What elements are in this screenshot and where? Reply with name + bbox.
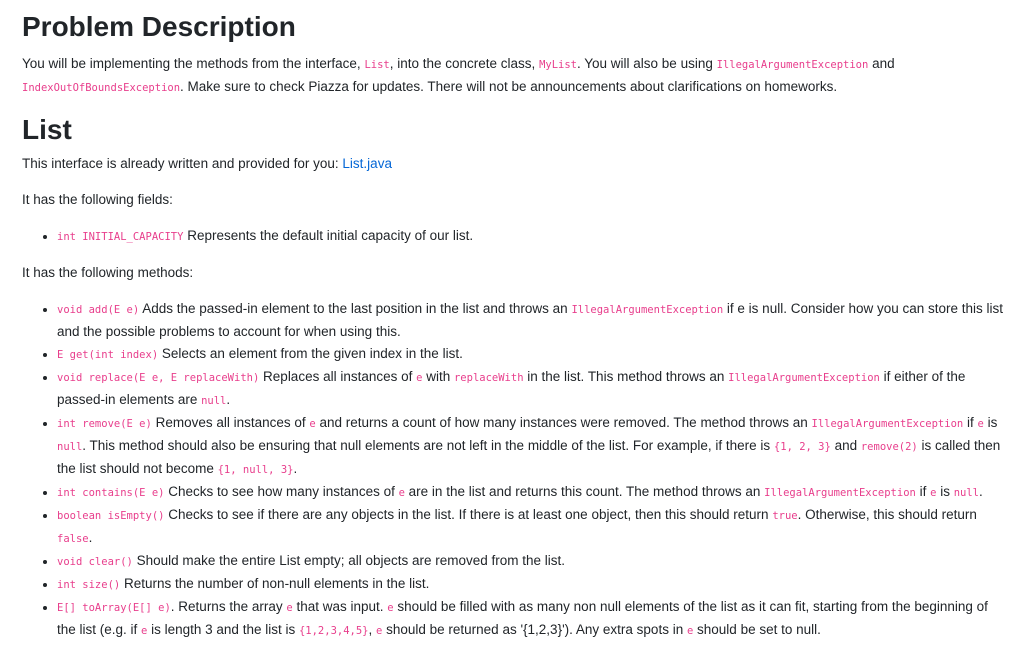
text: should be returned as '{1,2,3}'). Any extra spots in <box>382 622 687 637</box>
text: You will be implementing the methods from the interface, <box>22 56 365 71</box>
method-toarray <box>57 596 1004 642</box>
inline-code: List <box>364 59 390 71</box>
text: . <box>293 461 298 476</box>
inline-code: {1,2,3,4,5} <box>298 625 369 637</box>
inline-code: e <box>376 625 383 637</box>
inline-code: MyList <box>539 59 577 71</box>
methods-list <box>22 298 1004 642</box>
text: should be filled with as many non null elements of the list as it can fit, starting from the beginning of the list (e.g. if <box>57 599 988 637</box>
inline-code: IllegalArgumentException <box>811 418 964 430</box>
inline-code: null <box>953 487 979 499</box>
list-item <box>57 225 1004 248</box>
inline-code: {1, 2, 3} <box>773 441 831 453</box>
method-signature: void add(E e) <box>57 304 140 316</box>
method-isempty <box>57 504 1004 550</box>
text: are in the list and returns this count. The method throws an <box>404 484 765 499</box>
text: . <box>979 484 983 499</box>
text: Removes all instances of <box>151 415 310 430</box>
method-add <box>57 298 1004 343</box>
text: . Make sure to check Piazza for updates. There will not be announcements about clarifications on homeworks. <box>180 79 838 94</box>
text: Represents the default initial capacity of our list. <box>183 228 474 243</box>
method-size <box>57 573 1004 596</box>
method-signature: void replace(E e, E replaceWith) <box>57 372 260 384</box>
inline-code: {1, null, 3} <box>217 464 294 476</box>
text: if either of the passed-in elements are <box>57 369 966 407</box>
method-clear <box>57 550 1004 573</box>
text: is called then the list should not become <box>57 438 1001 476</box>
text: . Otherwise, this should return <box>797 507 977 522</box>
inline-code: null <box>201 395 227 407</box>
text: . <box>88 530 93 545</box>
problem-description-paragraph <box>22 53 1004 99</box>
inline-code: IllegalArgumentException <box>716 59 869 71</box>
method-signature: boolean isEmpty() <box>57 510 165 522</box>
inline-code: e <box>686 625 694 637</box>
text: is length 3 and the list is <box>147 622 299 637</box>
inline-code: e <box>398 487 405 499</box>
text: is <box>936 484 954 499</box>
text: . Returns the array <box>170 599 287 614</box>
text: Checks to see how many instances of <box>164 484 399 499</box>
inline-code: e <box>977 418 984 430</box>
text: and <box>868 56 895 71</box>
method-remove <box>57 412 1004 481</box>
text: This interface is already written and provided for you: <box>22 156 343 171</box>
text: with <box>422 369 454 384</box>
text: Selects an element from the given index in the list. <box>158 346 463 361</box>
inline-code: replaceWith <box>453 372 524 384</box>
method-signature: int size() <box>57 579 121 591</box>
inline-code: false <box>57 533 89 545</box>
text: and returns a count of how many instances were removed. The method throws an <box>315 415 812 430</box>
method-contains <box>57 481 1004 504</box>
inline-code: IllegalArgumentException <box>764 487 916 499</box>
text: if e is null. Consider how you can store this list and the possible problems to account for when using this. <box>57 301 1004 339</box>
method-signature: E[] toArray(E[] e) <box>57 602 171 614</box>
text: if <box>963 415 978 430</box>
text: Checks to see if there are any objects in the list. If there is at least one object, then this should return <box>164 507 773 522</box>
text: Should make the entire List empty; all objects are removed from the list. <box>132 553 566 568</box>
list-heading: List <box>22 114 72 145</box>
text: . This method should also be ensuring that null elements are not left in the middle of the list. For example, if there is <box>82 438 774 453</box>
text: . <box>226 392 231 407</box>
inline-code: e <box>141 625 148 637</box>
inline-code: e <box>286 602 293 614</box>
methods-intro: It has the following methods: <box>22 265 194 280</box>
inline-code: null <box>57 441 83 453</box>
inline-code: e <box>387 602 394 614</box>
text: that was input. <box>292 599 388 614</box>
fields-list <box>22 225 1004 248</box>
fields-intro: It has the following fields: <box>22 192 173 207</box>
inline-code: IllegalArgumentException <box>728 372 880 384</box>
inline-code: true <box>772 510 798 522</box>
text: is <box>983 415 998 430</box>
text: Returns the number of non-null elements in the list. <box>120 576 430 591</box>
text: Adds the passed-in element to the last position in the list and throws an <box>139 301 572 316</box>
text: , into the concrete class, <box>389 56 540 71</box>
text: should be set to null. <box>693 622 821 637</box>
inline-code: IndexOutOfBoundsException <box>22 82 181 94</box>
inline-code: int INITIAL_CAPACITY <box>57 231 184 243</box>
list-intro <box>22 153 1004 175</box>
inline-code: e <box>930 487 937 499</box>
method-replace <box>57 366 1004 412</box>
text: , <box>368 622 377 637</box>
inline-code: e <box>416 372 423 384</box>
method-get <box>57 343 1004 366</box>
inline-code: e <box>309 418 316 430</box>
problem-description-heading: Problem Description <box>22 11 296 42</box>
inline-code: IllegalArgumentException <box>571 304 724 316</box>
method-signature: void clear() <box>57 556 133 568</box>
text: if <box>915 484 931 499</box>
method-signature: int remove(E e) <box>57 418 152 430</box>
text: Replaces all instances of <box>259 369 417 384</box>
inline-code: remove(2) <box>860 441 918 453</box>
text: and <box>830 438 861 453</box>
list-java-link[interactable]: List.java <box>342 156 392 171</box>
text: in the list. This method throws an <box>523 369 729 384</box>
method-signature: int contains(E e) <box>57 487 165 499</box>
text: . You will also be using <box>577 56 717 71</box>
method-signature: E get(int index) <box>57 349 159 361</box>
